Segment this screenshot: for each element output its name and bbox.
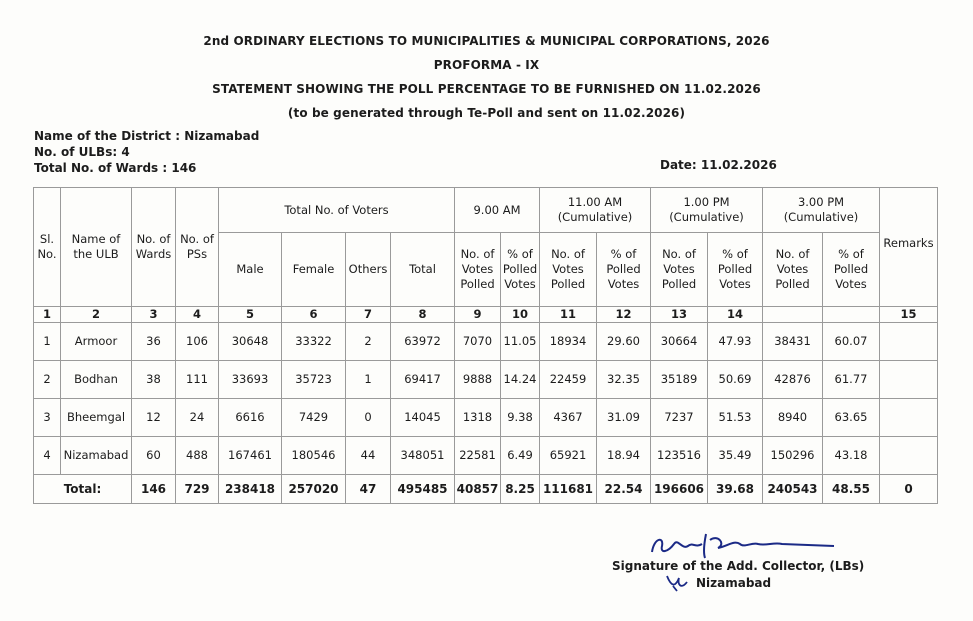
signature-place: Nizamabad xyxy=(696,576,772,590)
column-number: 10 xyxy=(501,307,540,323)
header-pct-polled: % of Polled Votes xyxy=(823,233,880,307)
signature-scribble xyxy=(648,530,838,560)
cell-sl-no: 1 xyxy=(34,323,61,361)
cell-female: 33322 xyxy=(282,323,346,361)
column-number: 15 xyxy=(880,307,938,323)
cell-sl-no: 3 xyxy=(34,399,61,437)
cell-male: 30648 xyxy=(219,323,282,361)
column-number: 8 xyxy=(391,307,455,323)
total-votes-9am: 40857 xyxy=(455,475,501,504)
cell-wards: 12 xyxy=(132,399,176,437)
cell-pct-11am: 29.60 xyxy=(597,323,651,361)
total-remarks: 0 xyxy=(880,475,938,504)
table-row xyxy=(34,437,938,475)
cell-votes-9am: 22581 xyxy=(455,437,501,475)
column-number: 5 xyxy=(219,307,282,323)
header-total-voters: Total No. of Voters xyxy=(219,188,455,233)
cell-wards: 38 xyxy=(132,361,176,399)
cell-total: 63972 xyxy=(391,323,455,361)
cell-votes-1pm: 35189 xyxy=(651,361,708,399)
cell-votes-1pm: 7237 xyxy=(651,399,708,437)
total-label: Total: xyxy=(34,475,132,504)
cell-remarks xyxy=(880,399,938,437)
header-pct-polled: % of Polled Votes xyxy=(708,233,763,307)
total-row xyxy=(34,475,938,504)
header-3pm: 3.00 PM (Cumulative) xyxy=(763,188,880,233)
cell-votes-3pm: 8940 xyxy=(763,399,823,437)
cell-pct-3pm: 63.65 xyxy=(823,399,880,437)
cell-total: 348051 xyxy=(391,437,455,475)
cell-ps: 106 xyxy=(176,323,219,361)
cell-remarks xyxy=(880,361,938,399)
cell-ps: 111 xyxy=(176,361,219,399)
initials-scribble xyxy=(665,572,691,592)
cell-wards: 36 xyxy=(132,323,176,361)
cell-pct-9am: 11.05 xyxy=(501,323,540,361)
cell-pct-11am: 18.94 xyxy=(597,437,651,475)
cell-votes-11am: 4367 xyxy=(540,399,597,437)
header-ulb-name: Name of the ULB xyxy=(61,188,132,307)
cell-pct-11am: 31.09 xyxy=(597,399,651,437)
header-pct-polled: % of Polled Votes xyxy=(501,233,540,307)
report-date: Date: 11.02.2026 xyxy=(660,158,777,172)
ulb-count: No. of ULBs: 4 xyxy=(34,145,130,159)
table-row xyxy=(34,399,938,437)
column-number: 12 xyxy=(597,307,651,323)
column-number-row xyxy=(34,307,938,323)
cell-pct-1pm: 47.93 xyxy=(708,323,763,361)
header-votes-polled: No. of Votes Polled xyxy=(540,233,597,307)
header-votes-polled: No. of Votes Polled xyxy=(455,233,501,307)
table-row xyxy=(34,323,938,361)
cell-wards: 60 xyxy=(132,437,176,475)
cell-ulb-name: Nizamabad xyxy=(61,437,132,475)
header-1pm: 1.00 PM (Cumulative) xyxy=(651,188,763,233)
header-votes-polled: No. of Votes Polled xyxy=(651,233,708,307)
table-row xyxy=(34,361,938,399)
cell-remarks xyxy=(880,437,938,475)
cell-votes-11am: 22459 xyxy=(540,361,597,399)
total-others: 47 xyxy=(346,475,391,504)
cell-total: 14045 xyxy=(391,399,455,437)
cell-votes-3pm: 38431 xyxy=(763,323,823,361)
column-number: 6 xyxy=(282,307,346,323)
cell-votes-11am: 18934 xyxy=(540,323,597,361)
header-remarks: Remarks xyxy=(880,188,938,307)
cell-female: 180546 xyxy=(282,437,346,475)
header-ps: No. of PSs xyxy=(176,188,219,307)
cell-male: 33693 xyxy=(219,361,282,399)
district-name: Name of the District : Nizamabad xyxy=(34,129,260,143)
header-votes-polled: No. of Votes Polled xyxy=(763,233,823,307)
total-pct-9am: 8.25 xyxy=(501,475,540,504)
total-pct-1pm: 39.68 xyxy=(708,475,763,504)
cell-others: 0 xyxy=(346,399,391,437)
total-ps: 729 xyxy=(176,475,219,504)
cell-male: 6616 xyxy=(219,399,282,437)
ward-count: Total No. of Wards : 146 xyxy=(34,161,197,175)
cell-ulb-name: Bodhan xyxy=(61,361,132,399)
cell-total: 69417 xyxy=(391,361,455,399)
cell-ulb-name: Bheemgal xyxy=(61,399,132,437)
column-number: 13 xyxy=(651,307,708,323)
total-votes-1pm: 196606 xyxy=(651,475,708,504)
cell-ps: 24 xyxy=(176,399,219,437)
column-number: 4 xyxy=(176,307,219,323)
cell-pct-1pm: 51.53 xyxy=(708,399,763,437)
total-male: 238418 xyxy=(219,475,282,504)
cell-sl-no: 2 xyxy=(34,361,61,399)
proforma-label: PROFORMA - IX xyxy=(433,58,540,72)
cell-votes-3pm: 42876 xyxy=(763,361,823,399)
total-pct-3pm: 48.55 xyxy=(823,475,880,504)
header-11am: 11.00 AM (Cumulative) xyxy=(540,188,651,233)
poll-percentage-table xyxy=(33,187,938,504)
total-votes-3pm: 240543 xyxy=(763,475,823,504)
cell-pct-11am: 32.35 xyxy=(597,361,651,399)
header-male: Male xyxy=(219,233,282,307)
total-wards: 146 xyxy=(132,475,176,504)
cell-others: 44 xyxy=(346,437,391,475)
report-title: 2nd ORDINARY ELECTIONS TO MUNICIPALITIES & MUNICIPAL CORPORATIONS, 2026 xyxy=(203,34,770,48)
cell-votes-9am: 7070 xyxy=(455,323,501,361)
header-9am: 9.00 AM xyxy=(455,188,540,233)
cell-pct-3pm: 60.07 xyxy=(823,323,880,361)
header-pct-polled: % of Polled Votes xyxy=(597,233,651,307)
cell-others: 2 xyxy=(346,323,391,361)
column-number: 3 xyxy=(132,307,176,323)
total-female: 257020 xyxy=(282,475,346,504)
cell-sl-no: 4 xyxy=(34,437,61,475)
cell-votes-11am: 65921 xyxy=(540,437,597,475)
header-wards: No. of Wards xyxy=(132,188,176,307)
total-pct-11am: 22.54 xyxy=(597,475,651,504)
header-sl-no: Sl. No. xyxy=(34,188,61,307)
cell-votes-3pm: 150296 xyxy=(763,437,823,475)
column-number xyxy=(763,307,823,323)
cell-ps: 488 xyxy=(176,437,219,475)
cell-votes-9am: 9888 xyxy=(455,361,501,399)
header-others: Others xyxy=(346,233,391,307)
header-female: Female xyxy=(282,233,346,307)
cell-pct-9am: 9.38 xyxy=(501,399,540,437)
cell-female: 7429 xyxy=(282,399,346,437)
cell-pct-9am: 6.49 xyxy=(501,437,540,475)
statement-subtitle: (to be generated through Te-Poll and sent on 11.02.2026) xyxy=(287,106,686,120)
cell-remarks xyxy=(880,323,938,361)
cell-pct-1pm: 50.69 xyxy=(708,361,763,399)
cell-pct-3pm: 61.77 xyxy=(823,361,880,399)
column-number: 7 xyxy=(346,307,391,323)
total-votes-11am: 111681 xyxy=(540,475,597,504)
signature-title: Signature of the Add. Collector, (LBs) xyxy=(612,559,865,573)
cell-pct-3pm: 43.18 xyxy=(823,437,880,475)
cell-ulb-name: Armoor xyxy=(61,323,132,361)
cell-others: 1 xyxy=(346,361,391,399)
column-number: 9 xyxy=(455,307,501,323)
header-total: Total xyxy=(391,233,455,307)
cell-pct-1pm: 35.49 xyxy=(708,437,763,475)
cell-female: 35723 xyxy=(282,361,346,399)
column-number: 1 xyxy=(34,307,61,323)
cell-votes-1pm: 30664 xyxy=(651,323,708,361)
column-number: 14 xyxy=(708,307,763,323)
column-number: 2 xyxy=(61,307,132,323)
column-number xyxy=(823,307,880,323)
column-number: 11 xyxy=(540,307,597,323)
statement-title: STATEMENT SHOWING THE POLL PERCENTAGE TO BE FURNISHED ON 11.02.2026 xyxy=(212,82,761,96)
total-voters: 495485 xyxy=(391,475,455,504)
cell-pct-9am: 14.24 xyxy=(501,361,540,399)
cell-votes-9am: 1318 xyxy=(455,399,501,437)
cell-male: 167461 xyxy=(219,437,282,475)
cell-votes-1pm: 123516 xyxy=(651,437,708,475)
